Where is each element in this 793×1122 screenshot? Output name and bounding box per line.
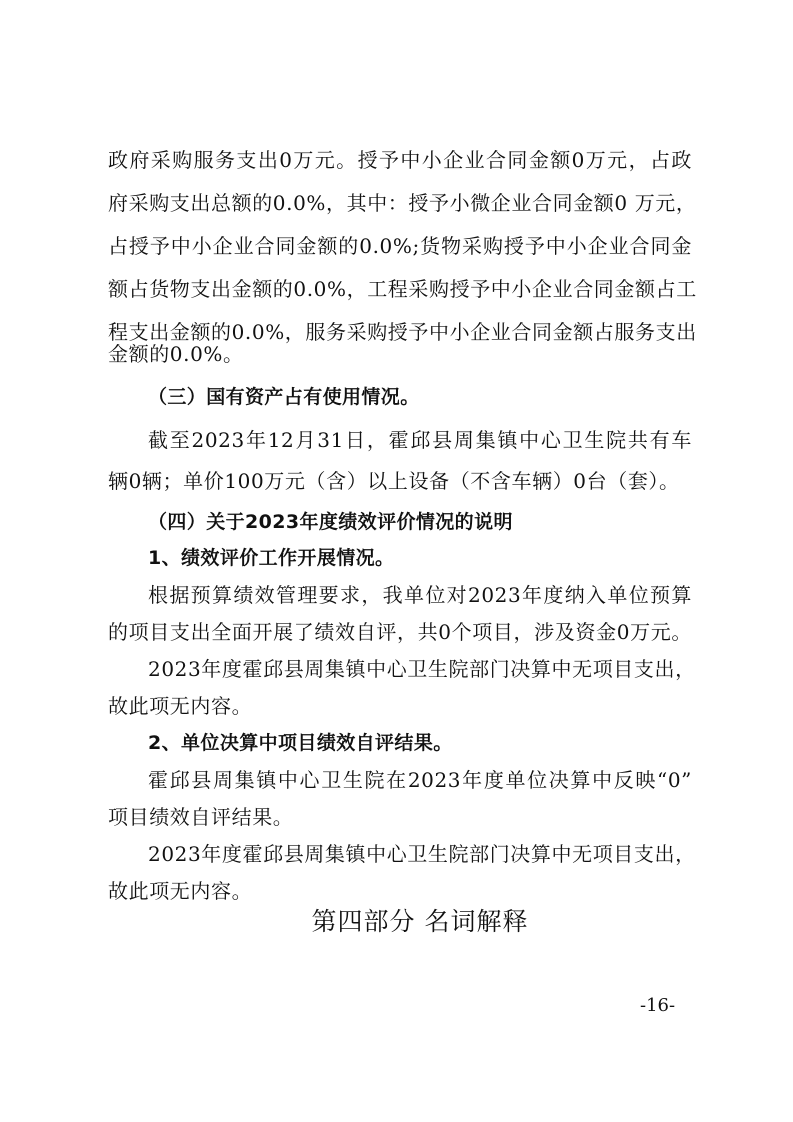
- assets-line-2: 辆0辆；单价100万元（含）以上设备（不含车辆）0台（套）。: [108, 469, 680, 493]
- sub1-line-1: 根据预算绩效管理要求，我单位对2023年度纳入单位预算: [148, 583, 692, 607]
- procurement-line-2: 府采购支出总额的0.0%，其中：授予小微企业合同金额0 万元，: [108, 191, 697, 215]
- procurement-line-3: 占授予中小企业合同金额的0.0%;货物采购授予中小企业合同金: [108, 234, 692, 258]
- procurement-line-6: 金额的0.0%。: [108, 342, 244, 366]
- sub1-note-line-1: 2023年度霍邱县周集镇中心卫生院部门决算中无项目支出，: [148, 657, 696, 681]
- sub2-line-1: 霍邱县周集镇中心卫生院在2023年度单位决算中反映“0”: [148, 768, 692, 792]
- sub2-note-line-1: 2023年度霍邱县周集镇中心卫生院部门决算中无项目支出，: [148, 842, 696, 866]
- procurement-line-4: 额占货物支出金额的0.0%，工程采购授予中小企业合同金额占工: [108, 277, 697, 301]
- sub2-note-line-2: 故此项无内容。: [108, 879, 253, 903]
- page-number: -16-: [640, 995, 676, 1016]
- section-performance-heading: （四）关于2023年度绩效评价情况的说明: [148, 511, 513, 533]
- section-assets-heading: （三）国有资产占有使用情况。: [148, 386, 420, 408]
- sub2-line-2: 项目绩效自评结果。: [108, 805, 294, 829]
- part-four-title: 第四部分 名词解释: [311, 907, 529, 936]
- assets-line-1: 截至2023年12月31日，霍邱县周集镇中心卫生院共有车: [148, 428, 692, 452]
- procurement-line-5: 程支出金额的0.0%，服务采购授予中小企业合同金额占服务支出: [108, 320, 697, 344]
- procurement-line-1: 政府采购服务支出0万元。授予中小企业合同金额0万元，占政: [108, 148, 692, 172]
- sub1-heading: 1、绩效评价工作开展情况。: [148, 547, 395, 569]
- sub2-heading: 2、单位决算中项目绩效自评结果。: [148, 732, 453, 754]
- sub1-line-2: 的项目支出全面开展了绩效自评，共0个项目，涉及资金0万元。: [108, 620, 692, 644]
- sub1-note-line-2: 故此项无内容。: [108, 694, 253, 718]
